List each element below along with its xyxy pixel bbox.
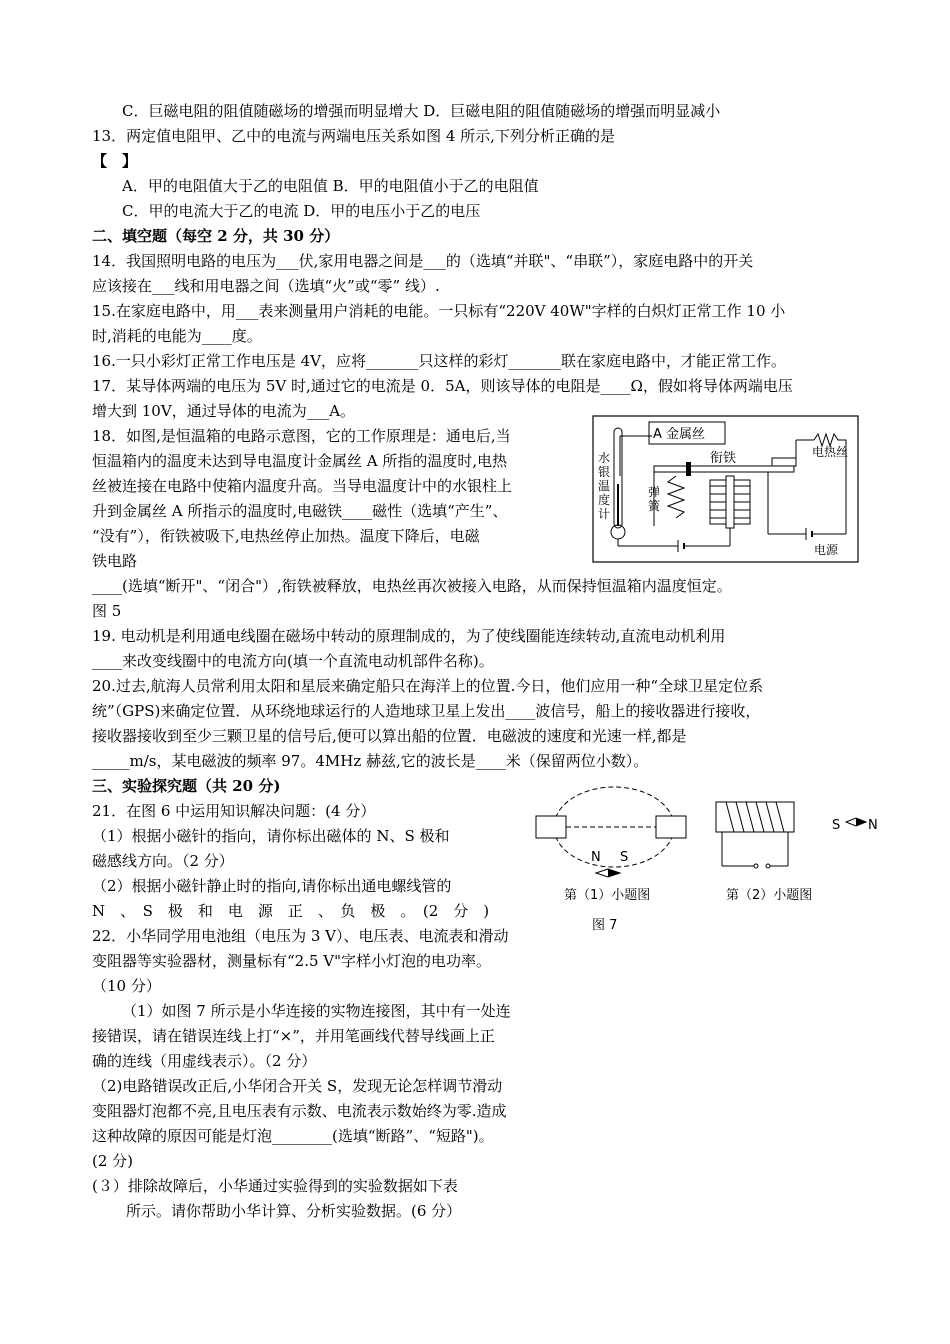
- text-line: N 、 S 极 和 电 源 正 、 负 极 。 (2 分 ): [92, 902, 490, 920]
- figure-6-part2-solenoid: [710, 796, 900, 876]
- text-line: 这种故障的原因可能是灯泡________(选填“断路”、“短路")。: [92, 1127, 494, 1145]
- question-22: 22．小华同学用电池组（电压为 3 V）、电压表、电流表和滑动: [92, 927, 509, 945]
- thermo-char-5: 计: [598, 507, 611, 521]
- figure-5-thermostat-diagram: [592, 414, 860, 564]
- text-line: ____来改变线圈中的电流方向(填一个直流电动机部件名称)。: [92, 652, 494, 670]
- text-line: ____(选填“断开"、“闭合"）,衔铁被释放，电热丝再次被接入电路，从而保持恒温箱内温度恒定。: [92, 577, 732, 595]
- text-line: “没有”），衔铁被吸下,电热丝停止加热。温度下降后，电磁: [92, 527, 480, 545]
- question-14: 14．我国照明电路的电压为___伏,家用电器之间是___的（选填“并联"、“串联”），家庭电路中的开关: [92, 252, 754, 270]
- figure-6-part1-magnets: [534, 780, 694, 880]
- text-line: 铁电路: [92, 552, 138, 570]
- spring-char-1: 弹: [648, 485, 661, 499]
- text-line: （1）如图 7 所示是小华连接的实物连接图，其中有一处连: [122, 1002, 511, 1020]
- needle2-n-label: N: [868, 818, 878, 833]
- text-line: 恒温箱内的温度未达到导电温度计金属丝 A 所指的温度时,电热: [92, 452, 508, 470]
- figure-caption: 图 5: [92, 602, 122, 620]
- section-heading: 二、填空题（每空 2 分，共 30 分）: [92, 227, 340, 245]
- text-line: （2）根据小磁针静止时的指向,请你标出通电螺线管的: [92, 877, 452, 895]
- thermo-char-4: 度: [598, 493, 611, 507]
- text-line: 变阻器等实验器材，测量标有“2.5 V"字样小灯泡的电功率。: [92, 952, 492, 970]
- thermo-char-2: 银: [598, 465, 611, 479]
- text-line: （2)电路错误改正后,小华闭合开关 S，发现无论怎样调节滑动: [92, 1077, 503, 1095]
- text-line: (３）排除故障后，小华通过实验得到的实验数据如下表: [92, 1177, 458, 1195]
- heater-label: 电热丝: [812, 445, 849, 459]
- text-line: 磁感线方向。（2 分）: [92, 852, 234, 870]
- text-line: 接收器接收到至少三颗卫星的信号后,便可以算出船的位置．电磁波的速度和光速一样,都是: [92, 727, 687, 745]
- text-line: （1）根据小磁针的指向，请你标出磁体的 N、S 极和: [92, 827, 450, 845]
- question-20: 20.过去,航海人员常利用太阳和星辰来确定船只在海洋上的位置.今日，他们应用一种“全球卫星定位系: [92, 677, 764, 695]
- question-21: 21．在图 6 中运用知识解决问题：(4 分）: [92, 802, 376, 820]
- text-line: 接错误，请在错误连线上打“×”，并用笔画线代替导线画上正: [92, 1027, 495, 1045]
- text-line: 应该接在___线和用电器之间（选填“火”或“零” 线）.: [92, 277, 440, 295]
- power-label: 电源: [814, 543, 839, 557]
- text-line: 丝被连接在电路中使箱内温度升高。当导电温度计中的水银柱上: [92, 477, 513, 495]
- question-19: 19. 电动机是利用通电线圈在磁场中转动的原理制成的，为了使线圈能连续转动,直流电动机利用: [92, 627, 726, 645]
- text-line: 时,消耗的电能为____度。: [92, 327, 262, 345]
- question-13: 13．两定值电阻甲、乙中的电流与两端电压关系如图 4 所示,下列分析正确的是: [92, 127, 615, 145]
- caption-figure-7: 图 7: [592, 918, 618, 933]
- caption-part1: 第（1）小题图: [564, 888, 651, 903]
- needle-n-label: N: [591, 850, 601, 865]
- thermo-char-3: 温: [598, 479, 611, 493]
- answer-bracket: 【 】: [92, 152, 138, 170]
- spring-char-2: 簧: [648, 499, 661, 513]
- needle-s-label: S: [620, 850, 629, 865]
- text-line: 统”（GPS)来确定位置．从环绕地球运行的人造地球卫星上发出____波信号，船上的接收器进行接收，: [92, 702, 761, 720]
- text-line: (2 分): [92, 1152, 134, 1170]
- section-heading: 三、实验探究题（共 20 分): [92, 777, 281, 795]
- text-line: 所示。请你帮助小华计算、分析实验数据。(6 分）: [126, 1202, 462, 1220]
- text-line: （10 分）: [92, 977, 161, 995]
- question-16: 16.一只小彩灯正常工作电压是 4V，应将_______只这样的彩灯_______联在家庭电路中，才能正常工作。: [92, 352, 787, 370]
- text-line: A．甲的电阻值大于乙的电阻值 B．甲的电阻值小于乙的电阻值: [122, 177, 539, 195]
- text-line: 升到金属丝 A 所指示的温度时,电磁铁____磁性（选填“产生”、: [92, 502, 508, 520]
- text-line: _____m/s，某电磁波的频率 97。4MHz 赫兹,它的波长是____米（保留两位小数）。: [92, 752, 649, 770]
- armature-label: 衔铁: [710, 451, 737, 466]
- question-17: 17．某导体两端的电压为 5V 时,通过它的电流是 0．5A，则该导体的电阻是____Ω，假如将导体两端电压: [92, 377, 793, 395]
- text-line: C．甲的电流大于乙的电流 D．甲的电压小于乙的电压: [122, 202, 481, 220]
- needle2-s-label: S: [832, 818, 841, 833]
- caption-part2: 第（2）小题图: [726, 888, 813, 903]
- text-line: 确的连线（用虚线表示）。（2 分）: [92, 1052, 317, 1070]
- text-line: 增大到 10V，通过导体的电流为___A。: [92, 402, 356, 420]
- text-line: C．巨磁电阻的阻值随磁场的增强而明显增大 D．巨磁电阻的阻值随磁场的增强而明显减小: [122, 102, 721, 120]
- question-18: 18．如图,是恒温箱的电路示意图，它的工作原理是：通电后,当: [92, 427, 511, 445]
- a-wire-label: A 金属丝: [653, 427, 706, 442]
- question-15: 15.在家庭电路中，用___表来测量用户消耗的电能。一只标有“220V 40W"字样的白炽灯正常工作 10 小: [92, 302, 786, 320]
- text-line: 变阻器灯泡都不亮,且电压表有示数、电流表示数始终为零.造成: [92, 1102, 507, 1120]
- thermo-char-1: 水: [598, 451, 611, 465]
